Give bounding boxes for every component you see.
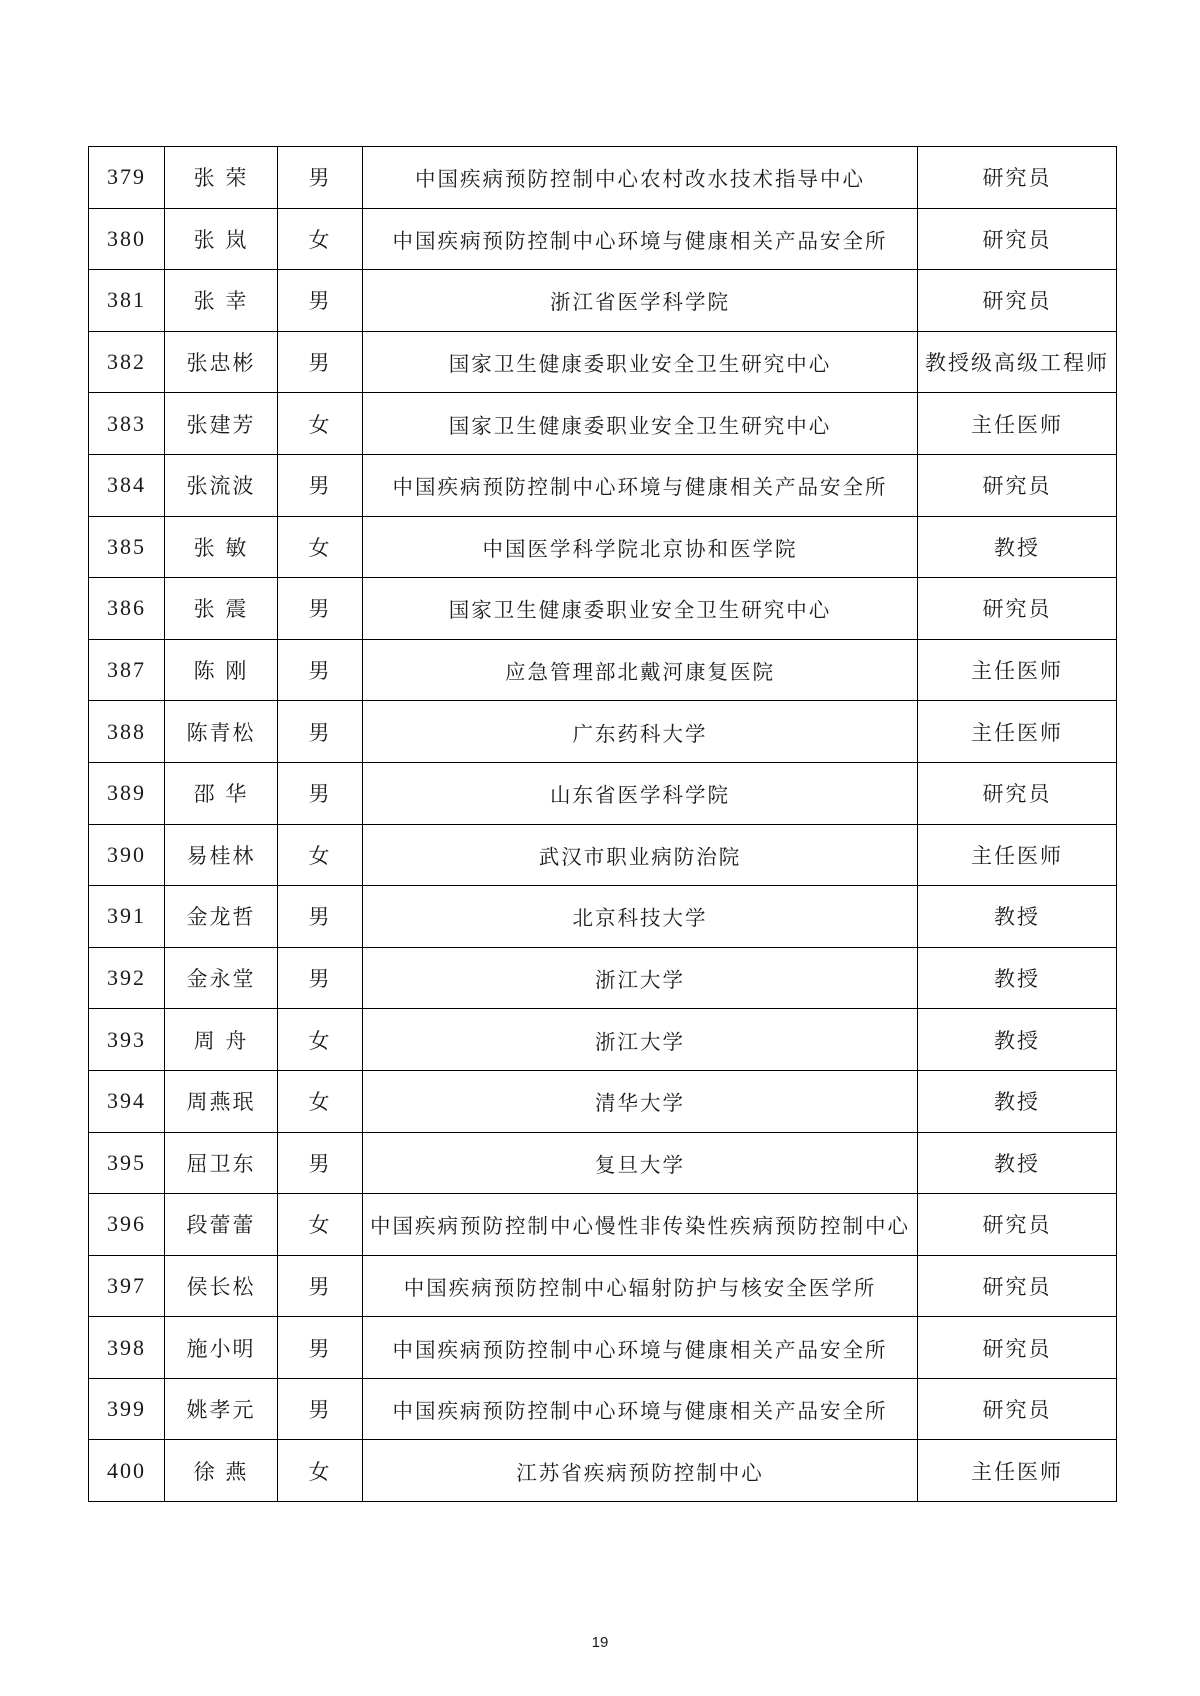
cell-name: 侯长松	[165, 1255, 278, 1317]
cell-name: 施小明	[165, 1317, 278, 1379]
table-row	[89, 762, 1117, 824]
cell-org: 中国医学科学院北京协和医学院	[363, 516, 918, 578]
cell-sex: 男	[278, 1255, 363, 1317]
roster-table-body	[89, 147, 1117, 1502]
cell-name: 张 敏	[165, 516, 278, 578]
cell-org: 中国疾病预防控制中心环境与健康相关产品安全所	[363, 208, 918, 270]
cell-sex: 男	[278, 701, 363, 763]
cell-sex: 男	[278, 270, 363, 332]
cell-org: 复旦大学	[363, 1132, 918, 1194]
roster-table	[88, 146, 1117, 1502]
cell-title: 教授	[918, 947, 1117, 1009]
cell-name: 张 震	[165, 578, 278, 640]
cell-org: 武汉市职业病防治院	[363, 824, 918, 886]
cell-title: 研究员	[918, 147, 1117, 209]
table-row	[89, 947, 1117, 1009]
table-row	[89, 331, 1117, 393]
cell-sex: 男	[278, 947, 363, 1009]
cell-title: 研究员	[918, 1194, 1117, 1256]
table-row	[89, 147, 1117, 209]
cell-title: 研究员	[918, 270, 1117, 332]
cell-title: 教授级高级工程师	[918, 331, 1117, 393]
cell-title: 研究员	[918, 1378, 1117, 1440]
cell-sex: 女	[278, 393, 363, 455]
cell-sex: 男	[278, 454, 363, 516]
cell-no: 392	[89, 947, 165, 1009]
cell-no: 399	[89, 1378, 165, 1440]
cell-title: 教授	[918, 886, 1117, 948]
cell-title: 主任医师	[918, 639, 1117, 701]
cell-no: 394	[89, 1070, 165, 1132]
cell-org: 中国疾病预防控制中心农村改水技术指导中心	[363, 147, 918, 209]
cell-no: 382	[89, 331, 165, 393]
cell-name: 陈 刚	[165, 639, 278, 701]
cell-no: 400	[89, 1440, 165, 1502]
cell-sex: 男	[278, 147, 363, 209]
table-row	[89, 208, 1117, 270]
cell-title: 主任医师	[918, 393, 1117, 455]
table-row	[89, 1070, 1117, 1132]
table-row	[89, 1194, 1117, 1256]
cell-org: 中国疾病预防控制中心环境与健康相关产品安全所	[363, 1317, 918, 1379]
cell-sex: 男	[278, 886, 363, 948]
cell-title: 主任医师	[918, 1440, 1117, 1502]
cell-no: 398	[89, 1317, 165, 1379]
cell-org: 浙江大学	[363, 947, 918, 1009]
cell-no: 389	[89, 762, 165, 824]
cell-no: 387	[89, 639, 165, 701]
cell-sex: 女	[278, 516, 363, 578]
cell-no: 388	[89, 701, 165, 763]
cell-org: 中国疾病预防控制中心环境与健康相关产品安全所	[363, 1378, 918, 1440]
cell-org: 中国疾病预防控制中心环境与健康相关产品安全所	[363, 454, 918, 516]
cell-no: 385	[89, 516, 165, 578]
cell-no: 380	[89, 208, 165, 270]
cell-name: 周 舟	[165, 1009, 278, 1071]
cell-title: 教授	[918, 516, 1117, 578]
cell-name: 张 荣	[165, 147, 278, 209]
table-row	[89, 516, 1117, 578]
cell-sex: 男	[278, 331, 363, 393]
cell-name: 姚孝元	[165, 1378, 278, 1440]
table-row	[89, 1378, 1117, 1440]
table-row	[89, 824, 1117, 886]
cell-sex: 男	[278, 1132, 363, 1194]
table-row	[89, 578, 1117, 640]
cell-sex: 男	[278, 1317, 363, 1379]
cell-title: 主任医师	[918, 701, 1117, 763]
cell-sex: 女	[278, 1194, 363, 1256]
cell-title: 研究员	[918, 208, 1117, 270]
cell-no: 386	[89, 578, 165, 640]
cell-name: 张 岚	[165, 208, 278, 270]
cell-name: 金龙哲	[165, 886, 278, 948]
cell-title: 教授	[918, 1132, 1117, 1194]
cell-name: 张 幸	[165, 270, 278, 332]
table-row	[89, 1440, 1117, 1502]
cell-no: 384	[89, 454, 165, 516]
cell-no: 395	[89, 1132, 165, 1194]
cell-org: 国家卫生健康委职业安全卫生研究中心	[363, 331, 918, 393]
table-row	[89, 886, 1117, 948]
cell-sex: 女	[278, 824, 363, 886]
table-row	[89, 1255, 1117, 1317]
cell-name: 张忠彬	[165, 331, 278, 393]
cell-org: 中国疾病预防控制中心辐射防护与核安全医学所	[363, 1255, 918, 1317]
cell-title: 研究员	[918, 1255, 1117, 1317]
cell-org: 浙江大学	[363, 1009, 918, 1071]
cell-no: 393	[89, 1009, 165, 1071]
cell-org: 江苏省疾病预防控制中心	[363, 1440, 918, 1502]
cell-title: 教授	[918, 1070, 1117, 1132]
table-row	[89, 454, 1117, 516]
cell-no: 391	[89, 886, 165, 948]
cell-title: 主任医师	[918, 824, 1117, 886]
cell-sex: 女	[278, 208, 363, 270]
cell-no: 381	[89, 270, 165, 332]
table-row	[89, 639, 1117, 701]
roster-sheet	[88, 146, 1117, 1502]
cell-name: 段蕾蕾	[165, 1194, 278, 1256]
cell-no: 390	[89, 824, 165, 886]
cell-sex: 女	[278, 1070, 363, 1132]
cell-title: 研究员	[918, 1317, 1117, 1379]
cell-title: 研究员	[918, 578, 1117, 640]
cell-no: 397	[89, 1255, 165, 1317]
cell-sex: 男	[278, 578, 363, 640]
cell-name: 徐 燕	[165, 1440, 278, 1502]
cell-title: 研究员	[918, 762, 1117, 824]
cell-title: 研究员	[918, 454, 1117, 516]
cell-no: 379	[89, 147, 165, 209]
table-row	[89, 1009, 1117, 1071]
cell-org: 应急管理部北戴河康复医院	[363, 639, 918, 701]
cell-org: 国家卫生健康委职业安全卫生研究中心	[363, 578, 918, 640]
cell-org: 浙江省医学科学院	[363, 270, 918, 332]
cell-name: 张建芳	[165, 393, 278, 455]
cell-name: 金永堂	[165, 947, 278, 1009]
cell-org: 山东省医学科学院	[363, 762, 918, 824]
page-number: 19	[591, 1634, 609, 1651]
table-row	[89, 1132, 1117, 1194]
cell-org: 清华大学	[363, 1070, 918, 1132]
cell-name: 周燕珉	[165, 1070, 278, 1132]
cell-name: 张流波	[165, 454, 278, 516]
cell-name: 邵 华	[165, 762, 278, 824]
cell-org: 国家卫生健康委职业安全卫生研究中心	[363, 393, 918, 455]
cell-org: 广东药科大学	[363, 701, 918, 763]
cell-title: 教授	[918, 1009, 1117, 1071]
cell-no: 396	[89, 1194, 165, 1256]
cell-name: 陈青松	[165, 701, 278, 763]
table-row	[89, 1317, 1117, 1379]
cell-org: 北京科技大学	[363, 886, 918, 948]
cell-sex: 女	[278, 1009, 363, 1071]
table-row	[89, 270, 1117, 332]
cell-sex: 女	[278, 1440, 363, 1502]
cell-sex: 男	[278, 1378, 363, 1440]
cell-sex: 男	[278, 762, 363, 824]
table-row	[89, 701, 1117, 763]
cell-name: 屈卫东	[165, 1132, 278, 1194]
cell-org: 中国疾病预防控制中心慢性非传染性疾病预防控制中心	[363, 1194, 918, 1256]
cell-name: 易桂林	[165, 824, 278, 886]
cell-sex: 男	[278, 639, 363, 701]
table-row	[89, 393, 1117, 455]
cell-no: 383	[89, 393, 165, 455]
